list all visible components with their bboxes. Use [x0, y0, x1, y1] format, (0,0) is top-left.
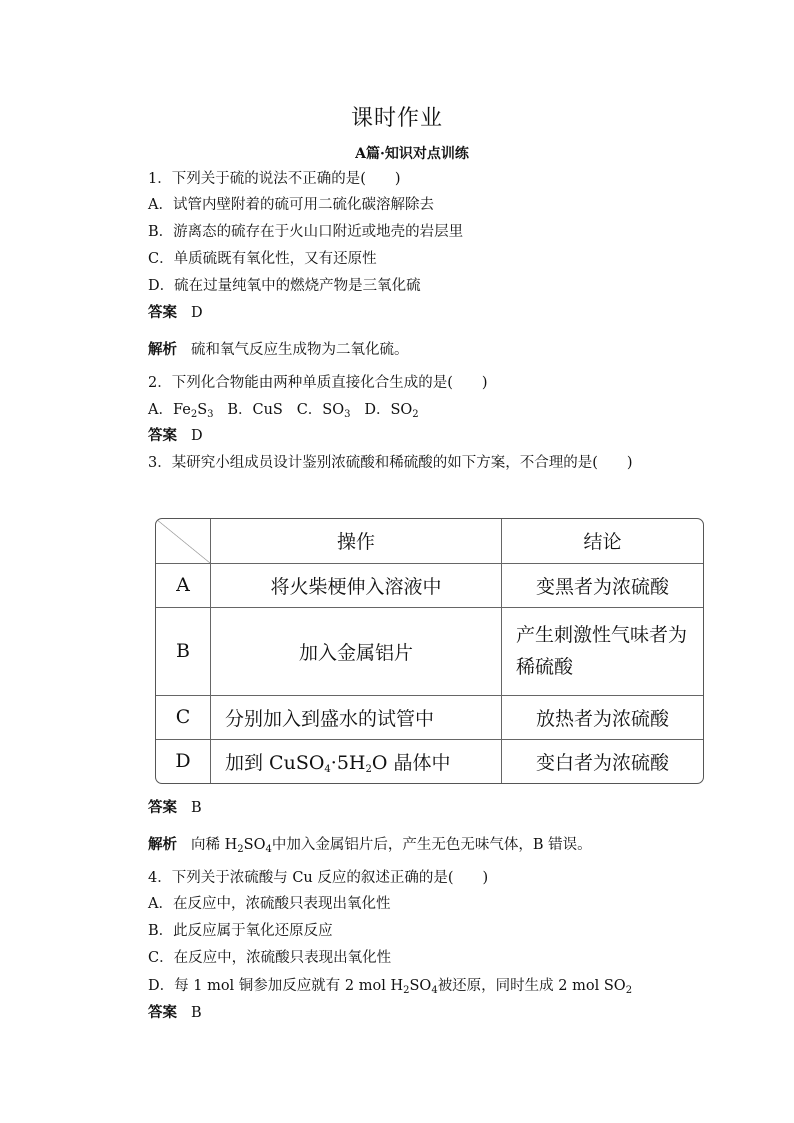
- q2-stem: 2．下列化合物能由两种单质直接化合生成的是( ): [148, 375, 488, 391]
- row-key: C: [156, 695, 211, 739]
- table-row: [156, 739, 703, 783]
- q4-answer-value: B: [191, 1005, 202, 1021]
- q2-answer: [148, 426, 203, 446]
- q1-option-c: C．单质硫既有氧化性，又有还原性: [148, 251, 377, 267]
- row-key: D: [156, 739, 211, 783]
- q3-stem: 3．某研究小组成员设计鉴别浓硫酸和稀硫酸的如下方案，不合理的是( ): [148, 455, 633, 471]
- page-title: 课时作业: [350, 106, 443, 131]
- table-header-op: 操作: [211, 519, 502, 563]
- q1-option-b: B．游离态的硫存在于火山口附近或地壳的岩层里: [148, 224, 464, 240]
- q2-options: [148, 400, 419, 420]
- row-result: 产生刺激性气味者为稀硫酸: [502, 607, 704, 695]
- q4-option-d: D．每 1 mol 铜参加反应就有 2 mol $H_2SO_4$被还原，同时生成 2 mol $SO_2$: [148, 978, 633, 996]
- table-header-result: 结论: [502, 519, 704, 563]
- q2-answer-value: D: [191, 428, 203, 444]
- section-subtitle: A篇·知识对点训练: [355, 146, 469, 162]
- analysis-tag: 解析: [148, 341, 177, 358]
- table-row: [156, 607, 703, 695]
- q4-option-c: C．在反应中，浓硫酸只表现出氧化性: [148, 950, 392, 966]
- q1-answer: [148, 303, 203, 323]
- q3-answer: [148, 798, 202, 818]
- answer-tag: 答案: [148, 799, 177, 816]
- answer-tag: 答案: [148, 304, 177, 321]
- q1-stem: 1．下列关于硫的说法不正确的是( ): [148, 171, 401, 187]
- row-result: 变白者为浓硫酸: [502, 739, 704, 783]
- q4-answer: [148, 1003, 202, 1023]
- answer-tag: 答案: [148, 427, 177, 444]
- row-op: 加到 $CuSO_4\cdot 5H_2O$ 晶体中: [211, 739, 502, 783]
- table-header-row: [156, 519, 703, 563]
- row-key: A: [156, 563, 211, 607]
- row-key: B: [156, 607, 211, 695]
- q1-analysis: [148, 340, 409, 360]
- table-row: [156, 563, 703, 607]
- q1-option-a: A．试管内壁附着的硫可用二硫化碳溶解除去: [148, 197, 434, 213]
- q1-option-d: D．硫在过量纯氧中的燃烧产物是三氧化硫: [148, 278, 421, 294]
- table-corner-cell: [156, 519, 211, 563]
- q3-table: [155, 518, 704, 784]
- q2-option-b: B．CuS: [227, 402, 283, 418]
- q2-option-c: C．$SO_3$: [296, 402, 351, 420]
- q3-analysis: 解析 向稀 $H_2SO_4$中加入金属铝片后，产生无色无味气体，B 错误。: [148, 836, 592, 855]
- q2-option-a: A．$Fe_2S_3$: [148, 402, 214, 420]
- row-result: 放热者为浓硫酸: [502, 695, 704, 739]
- answer-tag: 答案: [148, 1004, 177, 1021]
- row-result: 变黑者为浓硫酸: [502, 563, 704, 607]
- table-row: [156, 695, 703, 739]
- analysis-tag: 解析: [148, 836, 177, 853]
- row-op: 加入金属铝片: [211, 607, 502, 695]
- q4-option-a: A．在反应中，浓硫酸只表现出氧化性: [148, 896, 391, 912]
- q1-answer-value: D: [191, 305, 203, 321]
- row-op: 将火柴梗伸入溶液中: [211, 563, 502, 607]
- q2-option-d: D．$SO_2$: [364, 402, 419, 420]
- q4-option-b: B．此反应属于氧化还原反应: [148, 923, 333, 939]
- q1-analysis-text: 硫和氧气反应生成物为二氧化硫。: [191, 342, 409, 358]
- q4-stem: 4．下列关于浓硫酸与 Cu 反应的叙述正确的是( ): [148, 870, 489, 886]
- row-op: 分别加入到盛水的试管中: [211, 695, 502, 739]
- q3-answer-value: B: [191, 800, 202, 816]
